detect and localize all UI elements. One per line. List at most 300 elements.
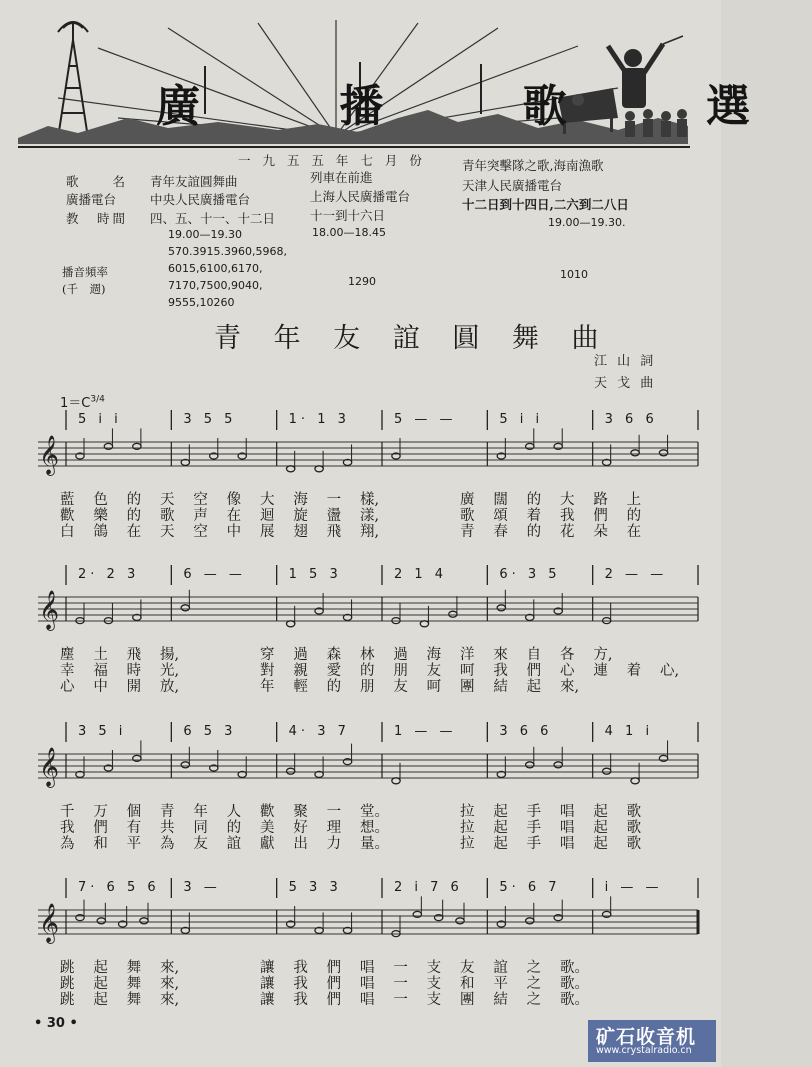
lyric-syllable: 來 [493,647,508,663]
note-head [659,755,667,761]
lyric-syllable: 春 [493,524,508,540]
col2-freq: 1290 [348,275,376,288]
lyric-syllable: 心, [660,663,680,679]
jianpu-measure: 4 1 i [604,724,654,739]
lyric-syllable: 起 [93,992,108,1008]
jianpu-measure: 5· 6 7 [499,880,561,895]
jianpu-measure: 2 i 7 6 [394,880,463,895]
treble-clef-icon: 𝄞 [39,747,60,787]
lyric-syllable: 理 [326,820,342,836]
lyric-syllable: 中 [93,679,108,695]
lyric-syllable: 天 [160,492,175,508]
jianpu-measure: 6· 3 5 [499,567,561,582]
lyric-syllable: 土 [93,647,108,663]
lyric-syllable: 幸 [60,663,75,679]
lyric-syllable: 之 [526,992,542,1008]
jianpu-measure: 4· 3 7 [288,724,350,739]
note-head [181,927,189,933]
lyric-syllable: 放, [160,679,180,695]
lyric-syllable: 量。 [360,836,389,852]
lyric-syllable: 人 [226,804,242,820]
col2-song: 列車在前進 [310,170,373,185]
key-text: 1＝C [60,396,91,411]
lyric-syllable: 我 [560,508,575,524]
lyric-syllable: 友 [460,960,475,976]
header-rule [18,146,690,148]
note-head [133,614,141,620]
lyric-syllable: 起 [593,804,608,820]
lyric-syllable: 誼 [226,836,242,852]
lyric-syllable: 海 [293,492,308,508]
col1-freq-line: 6015,6100,6170, [168,262,263,275]
banner-title: 廣 播 歌 選 [156,81,812,132]
col2-station: 上海人民廣播電台 [310,189,411,204]
jianpu-measure: 1 — — [394,724,457,739]
lyric-syllable: 來, [160,992,180,1008]
lyric-syllable: 結 [493,992,508,1008]
lyric-syllable: 塵 [60,647,75,663]
label-frequency: 播音頻率 [62,265,108,279]
note-head [181,762,189,768]
lyric-syllable: 起 [493,820,508,836]
lyric-syllable: 來, [560,679,580,695]
note-head [449,611,457,617]
note-head [181,605,189,611]
col1-station: 中央人民廣播電台 [150,192,251,207]
jianpu-measure: 6 5 3 [183,724,237,739]
note-head [420,621,428,627]
lyric-syllable: 路 [593,492,608,508]
lyric-syllable: 起 [593,820,608,836]
note-head [104,443,112,449]
note-head [526,918,534,924]
lyric-syllable: 自 [526,647,542,663]
note-head [210,765,218,771]
lyric-syllable: 年 [260,679,275,695]
lyric-syllable: 歌 [460,508,475,524]
treble-clef-icon: 𝄞 [39,903,60,943]
note-head [413,911,421,917]
jianpu-measure: 3 — [183,880,221,895]
lyric-syllable: 友 [393,679,408,695]
lyric-syllable: 讓 [260,992,275,1008]
lyric-syllable: 和 [460,976,475,992]
lyric-syllable: 歌。 [560,992,589,1008]
note-head [133,755,141,761]
lyric-syllable: 團 [460,679,475,695]
note-head [315,771,323,777]
note-head [315,608,323,614]
composer-credit: 天 戈 曲 [594,376,657,391]
lyric-syllable: 愛 [326,663,342,679]
lyric-syllable: 頌 [493,508,508,524]
note-head [497,771,505,777]
lyric-syllable: 手 [526,836,542,852]
note-head [602,459,610,465]
note-head [602,911,610,917]
lyric-syllable: 旋 [293,508,308,524]
lyric-syllable: 起 [93,960,108,976]
lyric-syllable: 一 [326,804,342,820]
lyric-syllable: 歌。 [560,960,589,976]
note-head [104,618,112,624]
col1-time: 19.00—19.30 [168,228,242,241]
lyric-syllable: 福 [93,663,108,679]
note-head [497,453,505,459]
lyric-syllable: 年 [193,804,208,820]
lyric-syllable: 跳 [60,976,75,992]
lyric-syllable: 飛 [326,524,342,540]
jianpu-measure: 2 1 4 [394,567,448,582]
lyric-syllable: 誼 [493,960,508,976]
lyric-syllable: 在 [126,524,142,540]
note-head [456,918,464,924]
note-head [526,614,534,620]
lyric-syllable: 有 [126,820,142,836]
note-head [315,466,323,472]
lyric-syllable: 舞 [126,992,142,1008]
note-head [526,443,534,449]
col1-freq-line: 7170,7500,9040, [168,279,263,292]
lyric-syllable: 心 [560,663,575,679]
note-head [392,931,400,937]
lyric-syllable: 為 [160,836,175,852]
lyric-syllable: 盪 [326,508,342,524]
lyric-syllable: 支 [426,976,442,992]
lyric-syllable: 一 [393,960,408,976]
lyric-syllable: 結 [493,679,508,695]
lyric-syllable: 翅 [293,524,308,540]
jianpu-measure: 3 6 6 [499,724,553,739]
note-head [602,768,610,774]
lyric-syllable: 朋 [393,663,408,679]
lyric-syllable: 揚, [160,647,180,663]
col2-time: 18.00—18.45 [312,226,386,239]
lyric-syllable: 拉 [460,820,475,836]
lyric-syllable: 輕 [293,679,308,695]
lyric-syllable: 堂。 [360,804,389,820]
lyric-syllable: 白 [60,524,75,540]
jianpu-measure: 7· 6 5 6 [78,880,160,895]
jianpu-measure: i — — [604,880,663,895]
lyric-syllable: 的 [126,508,142,524]
jianpu-measure: 5 — — [394,412,457,427]
treble-clef-icon: 𝄞 [39,435,60,475]
lyric-syllable: 上 [626,492,642,508]
lyric-syllable: 穿 [260,647,275,663]
lyric-syllable: 我 [493,663,508,679]
lyric-syllable: 在 [626,524,642,540]
lyric-syllable: 出 [293,836,308,852]
lyric-syllable: 力 [326,836,342,852]
note-head [343,614,351,620]
lyric-syllable: 的 [226,820,242,836]
lyric-syllable: 共 [160,820,175,836]
lyric-syllable: 唱 [560,836,575,852]
lyric-syllable: 我 [293,976,308,992]
lyric-syllable: 花 [560,524,575,540]
lyric-syllable: 美 [260,820,275,836]
lyric-syllable: 時 [126,663,142,679]
lyric-syllable: 跳 [60,992,75,1008]
treble-clef-icon: 𝄞 [39,590,60,630]
note-head [434,915,442,921]
note-head [526,762,534,768]
lyric-syllable: 來, [160,960,180,976]
note-head [286,921,294,927]
lyric-syllable: 千 [60,804,75,820]
note-head [554,915,562,921]
lyric-syllable: 我 [293,992,308,1008]
lyric-syllable: 獻 [260,836,275,852]
lyric-syllable: 想。 [360,820,389,836]
col3-time: 19.00—19.30. [548,216,626,229]
note-head [286,768,294,774]
note-head [210,453,218,459]
lyric-syllable: 展 [260,524,275,540]
lyric-syllable: 歌 [626,836,642,852]
lyric-syllable: 一 [326,492,342,508]
lyric-syllable: 起 [593,836,608,852]
jianpu-measure: 2· 2 3 [78,567,140,582]
lyric-syllable: 声 [193,508,208,524]
lyric-syllable: 的 [526,524,542,540]
lyric-syllable: 聚 [293,804,308,820]
note-head [238,771,246,777]
lyric-syllable: 親 [293,663,308,679]
radio-tower-icon [58,22,88,138]
lyric-syllable: 起 [93,976,108,992]
lyric-syllable: 藍 [60,492,75,508]
lyric-syllable: 支 [426,992,442,1008]
lyric-syllable: 森 [326,647,342,663]
lyric-syllable: 連 [593,663,608,679]
note-head [140,918,148,924]
note-head [286,466,294,472]
note-head [392,778,400,784]
note-head [554,443,562,449]
note-head [497,605,505,611]
lyric-syllable: 們 [326,992,342,1008]
lyric-syllable: 飛 [126,647,142,663]
jianpu-measure: 1· 1 3 [288,412,350,427]
lyric-syllable: 和 [93,836,108,852]
lyric-syllable: 的 [626,508,642,524]
label-frequency-unit: (千 週) [62,282,106,296]
lyric-syllable: 在 [226,508,242,524]
lyric-syllable: 空 [193,524,208,540]
note-head [602,618,610,624]
lyric-syllable: 心 [60,679,75,695]
lyric-syllable: 大 [260,492,275,508]
lyric-syllable: 我 [293,960,308,976]
col3-days: 十二日到十四日,二六到二八日 [462,197,629,212]
watermark-text: 矿石收音机 [596,1026,697,1048]
lyric-syllable: 們 [526,663,542,679]
note-head [343,459,351,465]
lyric-syllable: 着 [526,508,542,524]
lyric-syllable: 起 [526,679,542,695]
jianpu-measure: 5 i i [499,412,544,427]
lyric-syllable: 青 [160,804,175,820]
lyric-syllable: 讓 [260,976,275,992]
lyric-syllable: 好 [293,820,308,836]
lyric-syllable: 一 [393,992,408,1008]
lyric-syllable: 歌。 [560,976,589,992]
col1-days: 四、五、十一、十二日 [150,211,276,226]
lyric-syllable: 着 [626,663,642,679]
lyric-syllable: 過 [393,647,408,663]
lyric-syllable: 中 [226,524,242,540]
note-head [76,618,84,624]
lyric-syllable: 手 [526,804,542,820]
lyric-syllable: 歌 [626,804,642,820]
note-head [118,921,126,927]
lyric-syllable: 大 [560,492,575,508]
lyric-syllable: 廣 [460,492,475,508]
lyric-syllable: 闊 [493,492,508,508]
jianpu-measure: 3 6 6 [604,412,658,427]
lyric-syllable: 之 [526,960,542,976]
lyric-syllable: 空 [193,492,208,508]
lyric-syllable: 一 [393,976,408,992]
lyric-syllable: 唱 [360,960,375,976]
lyric-syllable: 平 [493,976,508,992]
lyric-syllable: 過 [293,647,308,663]
note-head [97,918,105,924]
lyric-syllable: 呵 [426,679,442,695]
lyric-syllable: 平 [126,836,142,852]
lyric-syllable: 起 [493,804,508,820]
note-head [659,450,667,456]
lyric-syllable: 跳 [60,960,75,976]
note-head [76,771,84,777]
col2-days: 十一到十六日 [310,208,386,223]
lyric-syllable: 讓 [260,960,275,976]
note-head [343,927,351,933]
lyric-syllable: 舞 [126,976,142,992]
lyric-syllable: 我 [60,820,75,836]
note-head [554,762,562,768]
lyric-syllable: 們 [326,976,342,992]
month-line: 一 九 五 五 年 七 月 份 [238,153,426,168]
note-head [238,453,246,459]
label-station: 廣播電台 [66,192,117,207]
lyric-syllable: 對 [260,663,275,679]
lyric-syllable: 拉 [460,836,475,852]
jianpu-measure: 2 — — [604,567,668,582]
lyric-syllable: 歡 [260,804,275,820]
note-head [286,621,294,627]
note-head [76,453,84,459]
lyric-syllable: 支 [426,960,442,976]
note-head [343,759,351,765]
label-song: 歌 名 [66,174,129,189]
lyric-syllable: 方, [593,647,613,663]
lyric-syllable: 万 [93,804,108,820]
lyric-syllable: 各 [560,647,575,663]
lyric-syllable: 洋 [460,647,475,663]
watermark-url: www.crystalradio.cn [596,1045,692,1056]
lyric-syllable: 歡 [60,508,75,524]
note-head [631,450,639,456]
lyric-syllable: 舞 [126,960,142,976]
note-head [631,778,639,784]
lyricist-credit: 江 山 詞 [594,354,657,369]
banner [18,18,812,144]
jianpu-measure: 5 i i [78,412,122,427]
lyric-syllable: 之 [526,976,542,992]
key-signature [60,392,105,411]
jianpu-measure: 5 3 3 [288,880,342,895]
lyric-syllable: 友 [193,836,208,852]
note-head [392,618,400,624]
lyric-syllable: 起 [493,836,508,852]
lyric-syllable: 翔, [360,524,380,540]
lyric-syllable: 朵 [593,524,608,540]
lyric-syllable: 手 [526,820,542,836]
col3-station: 天津人民廣播電台 [462,178,563,193]
note-head [104,765,112,771]
jianpu-measure: 3 5 i [78,724,127,739]
lyric-syllable: 唱 [560,820,575,836]
lyric-syllable: 開 [126,679,142,695]
col1-song: 青年友誼圓舞曲 [150,174,238,189]
col3-song: 青年突擊隊之歌,海南漁歌 [462,158,604,173]
lyric-syllable: 的 [360,663,375,679]
lyric-syllable: 朋 [360,679,375,695]
lyric-syllable: 的 [326,679,342,695]
lyric-syllable: 樂 [93,508,108,524]
lyric-syllable: 鴿 [93,524,108,540]
col3-freq: 1010 [560,268,588,281]
lyric-syllable: 同 [193,820,208,836]
note-head [76,915,84,921]
page-number: • 30 • [34,1016,78,1031]
lyric-syllable: 來, [160,976,180,992]
note-head [554,608,562,614]
lyric-syllable: 青 [460,524,475,540]
lyric-syllable: 歌 [160,508,175,524]
lyric-syllable: 們 [93,820,108,836]
watermark-badge [588,1020,716,1062]
note-head [133,443,141,449]
lyric-syllable: 個 [126,804,142,820]
lyric-syllable: 的 [526,492,542,508]
lyric-syllable: 海 [426,647,442,663]
lyric-syllable: 的 [126,492,142,508]
lyric-syllable: 歌 [626,820,642,836]
lyric-syllable: 友 [426,663,442,679]
lyric-syllable: 為 [60,836,75,852]
lyric-syllable: 樣, [360,492,380,508]
jianpu-measure: 1 5 3 [288,567,342,582]
lyric-syllable: 林 [360,647,375,663]
note-head [497,921,505,927]
lyric-syllable: 像 [226,492,242,508]
lyric-syllable: 迴 [260,508,275,524]
lyric-syllable: 天 [160,524,175,540]
label-schedule: 教 時間 [66,211,129,226]
lyric-syllable: 們 [326,960,342,976]
note-head [315,927,323,933]
lyric-syllable: 呵 [460,663,475,679]
lyric-syllable: 團 [460,992,475,1008]
lyric-syllable: 拉 [460,804,475,820]
song-title: 青 年 友 誼 圓 舞 曲 [214,323,611,354]
col1-freq-line: 9555,10260 [168,296,235,309]
lyric-syllable: 唱 [560,804,575,820]
